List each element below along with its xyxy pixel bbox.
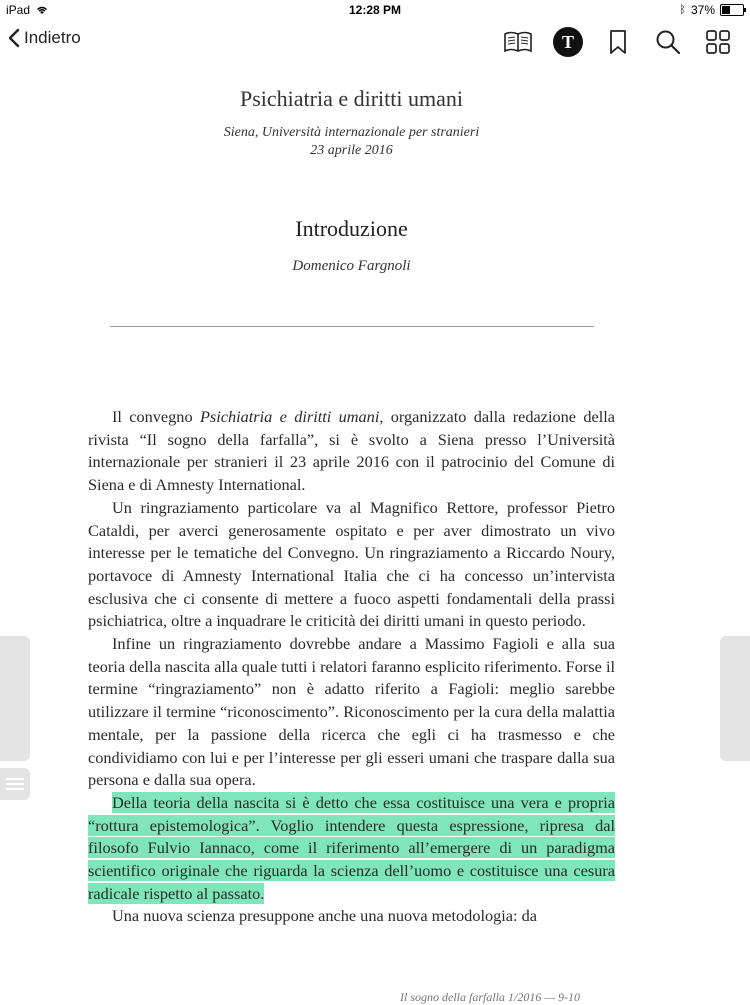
text-style-button[interactable] bbox=[552, 26, 584, 58]
section-title: Introduzione bbox=[295, 216, 408, 241]
menu-tab[interactable] bbox=[0, 768, 30, 800]
previous-page-tab[interactable] bbox=[0, 636, 30, 761]
highlight[interactable]: Della teoria della nascita si è detto che essa costituisce una vera e propria “rottura epistemologica”. Voglio intendere questa espressione, ripresa dal filosofo Fulvio Iannaco, come il riferimento all’emergere di un paradigma scientifico originale che riguarda la scienza dell’uomo e costituisce una cesura radicale rispetto al passato. bbox=[88, 792, 615, 903]
device-label: iPad bbox=[6, 3, 31, 17]
paragraph bbox=[88, 406, 615, 497]
battery-percent: 37% bbox=[690, 3, 715, 17]
menu-line bbox=[6, 778, 24, 780]
paragraph-italic: Psichiatria e diritti umani bbox=[199, 407, 380, 426]
paragraph-text: Il convegno bbox=[112, 407, 200, 426]
menu-line bbox=[6, 788, 24, 790]
text-style-icon: T bbox=[553, 27, 583, 57]
battery-fill bbox=[722, 6, 730, 14]
bookmark-icon[interactable] bbox=[602, 26, 634, 58]
search-icon[interactable] bbox=[652, 26, 684, 58]
conference-title: Psichiatria e diritti umani bbox=[239, 86, 463, 111]
chevron-left-icon bbox=[8, 28, 20, 48]
document-header bbox=[88, 80, 615, 275]
bluetooth-icon: ᛒ bbox=[679, 4, 686, 16]
grid-icon[interactable] bbox=[702, 26, 734, 58]
back-button[interactable] bbox=[8, 28, 81, 48]
divider bbox=[110, 326, 594, 327]
reader-toolbar bbox=[0, 22, 750, 62]
next-page-tab[interactable] bbox=[720, 636, 750, 761]
battery-icon bbox=[720, 4, 744, 16]
paragraph-text: , organizzato dalla redazione della rivista “Il sogno della farfalla”, si è svolto a Siena presso l’Università internazionale per stranieri il 23 aprile 2016 con il patrocinio del Comune di Siena e di Amnesty International. bbox=[88, 407, 615, 495]
paragraph-highlighted[interactable] bbox=[88, 792, 615, 906]
paragraph: Una nuova scienza presuppone anche una nuova metodologia: da bbox=[112, 906, 537, 926]
author-name: Domenico Fargnoli bbox=[292, 258, 411, 274]
back-label: Indietro bbox=[24, 28, 81, 47]
conference-date: 23 aprile 2016 bbox=[310, 143, 393, 158]
paragraph: Un ringraziamento particolare va al Magnifico Rettore, professor Pietro Cataldi, per averci generosamente ospitato e per aver dimostrato un vivo interesse per le tematiche del Convegno. Un ringraziamento a Riccardo Noury, portavoce di Amnesty International Italia che ci ha concesso un’intervista esclusiva che ci consente di mettere a fuoco aspetti fondamentali della prassi psichiatrica, oltre a inquadrare le criticità dei diritti umani in questo periodo. bbox=[88, 497, 615, 631]
status-time: 12:28 PM bbox=[348, 3, 402, 17]
conference-place: Siena, Università internazionale per stranieri bbox=[223, 125, 480, 140]
document-body bbox=[88, 406, 615, 928]
library-icon[interactable] bbox=[502, 26, 534, 58]
page-footer: Il sogno della farfalla 1/2016 — 9-10 bbox=[400, 990, 580, 1004]
status-right bbox=[679, 3, 744, 17]
toolbar-icons bbox=[502, 26, 734, 58]
paragraph: Infine un ringraziamento dovrebbe andare a Massimo Fagioli e alla sua teoria della nascita alla quale tutti i relatori faranno esplicito riferimento. Forse il termine “ringraziamento” non è adatto riferito a Fagioli: meglio sarebbe utilizzare il termine “riconoscimento”. Riconoscimento per la cura della malattia mentale, per la passione della ricerca che egli ci ha trasmesso e che condividiamo con lui e per l’interesse per gli esseri umani che traspare dalla sua persona e dalla sua opera. bbox=[88, 634, 615, 790]
menu-line bbox=[6, 783, 24, 785]
status-bar bbox=[0, 0, 750, 20]
